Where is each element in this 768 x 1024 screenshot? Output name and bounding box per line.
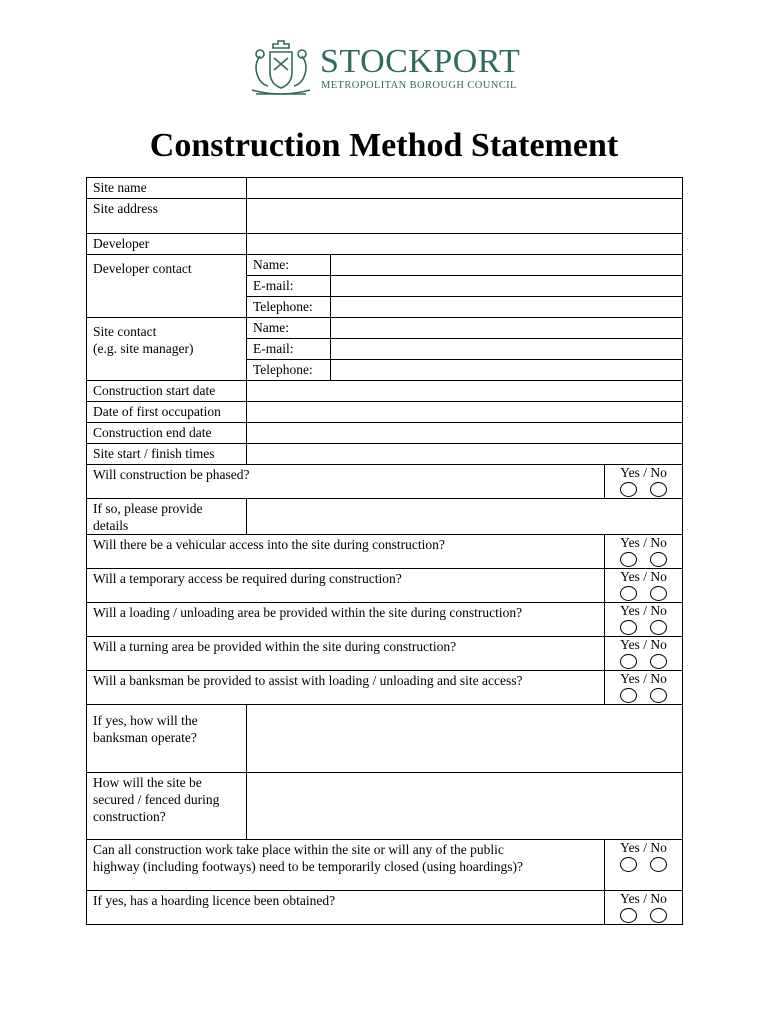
temporary-access-yes-no <box>605 569 683 603</box>
developer-contact-label: Developer contact <box>87 255 247 318</box>
phased-yes-no <box>605 465 683 499</box>
site-times-field[interactable] <box>247 444 683 465</box>
banksman-operate-field[interactable] <box>247 705 683 773</box>
site-name-field[interactable] <box>247 178 683 199</box>
site-address-label: Site address <box>87 199 247 234</box>
developer-telephone-field[interactable] <box>331 297 683 318</box>
yes-radio[interactable] <box>620 620 637 635</box>
site-contact-name-label: Name: <box>247 318 331 339</box>
developer-email-label: E-mail: <box>247 276 331 297</box>
banksman-question: Will a banksman be provided to assist with loading / unloading and site access? <box>87 671 605 705</box>
yes-radio[interactable] <box>620 688 637 703</box>
site-contact-email-field[interactable] <box>331 339 683 360</box>
site-secured-line-1: How will the site be <box>93 775 202 790</box>
phased-details-line-2: details <box>93 518 129 533</box>
no-radio[interactable] <box>650 482 667 497</box>
developer-field[interactable] <box>247 234 683 255</box>
site-contact-example: (e.g. site manager) <box>93 341 194 356</box>
site-times-label: Site start / finish times <box>87 444 247 465</box>
vehicular-access-yes-no <box>605 535 683 569</box>
first-occupation-label: Date of first occupation <box>87 402 247 423</box>
hoarding-licence-yes-no <box>605 891 683 925</box>
logo-name: STOCKPORT <box>320 43 521 80</box>
vehicular-access-question: Will there be a vehicular access into the site during construction? <box>87 535 605 569</box>
no-radio[interactable] <box>650 552 667 567</box>
logo-subtitle: METROPOLITAN BOROUGH COUNCIL <box>321 80 517 91</box>
site-name-label: Site name <box>87 178 247 199</box>
phased-details-line-1: If so, please provide <box>93 501 203 516</box>
site-address-field[interactable] <box>247 199 683 234</box>
turning-area-yes-no <box>605 637 683 671</box>
site-secured-line-2: secured / fenced during <box>93 792 220 807</box>
phased-details-field[interactable] <box>247 499 683 535</box>
yes-no-label: Yes / No <box>620 671 667 686</box>
developer-label: Developer <box>87 234 247 255</box>
yes-no-label: Yes / No <box>620 891 667 906</box>
construction-end-label: Construction end date <box>87 423 247 444</box>
no-radio[interactable] <box>650 688 667 703</box>
site-contact-text: Site contact <box>93 324 157 339</box>
phased-details-label <box>87 499 247 535</box>
yes-radio[interactable] <box>620 586 637 601</box>
yes-no-label: Yes / No <box>620 840 667 855</box>
no-radio[interactable] <box>650 586 667 601</box>
banksman-operate-line-2: banksman operate? <box>93 730 197 745</box>
developer-name-field[interactable] <box>331 255 683 276</box>
site-contact-email-label: E-mail: <box>247 339 331 360</box>
loading-area-question: Will a loading / unloading area be provided within the site during construction? <box>87 603 605 637</box>
yes-no-label: Yes / No <box>620 569 667 584</box>
construction-start-field[interactable] <box>247 381 683 402</box>
banksman-yes-no <box>605 671 683 705</box>
hoarding-licence-question: If yes, has a hoarding licence been obtained? <box>87 891 605 925</box>
site-secured-line-3: construction? <box>93 809 166 824</box>
yes-no-label: Yes / No <box>620 603 667 618</box>
banksman-operate-line-1: If yes, how will the <box>93 713 198 728</box>
site-secured-field[interactable] <box>247 773 683 840</box>
no-radio[interactable] <box>650 908 667 923</box>
construction-start-label: Construction start date <box>87 381 247 402</box>
yes-radio[interactable] <box>620 552 637 567</box>
council-logo <box>248 40 538 100</box>
site-contact-name-field[interactable] <box>331 318 683 339</box>
method-statement-form <box>86 177 683 925</box>
site-contact-telephone-label: Telephone: <box>247 360 331 381</box>
site-contact-telephone-field[interactable] <box>331 360 683 381</box>
crest-icon <box>248 40 314 98</box>
developer-email-field[interactable] <box>331 276 683 297</box>
yes-no-label: Yes / No <box>620 637 667 652</box>
highway-yes-no <box>605 840 683 891</box>
yes-no-label: Yes / No <box>620 465 667 480</box>
page-title: Construction Method Statement <box>149 127 619 164</box>
first-occupation-field[interactable] <box>247 402 683 423</box>
construction-end-field[interactable] <box>247 423 683 444</box>
no-radio[interactable] <box>650 857 667 872</box>
no-radio[interactable] <box>650 654 667 669</box>
highway-line-2: highway (including footways) need to be temporarily closed (using hoardings)? <box>93 859 524 874</box>
developer-telephone-label: Telephone: <box>247 297 331 318</box>
yes-radio[interactable] <box>620 482 637 497</box>
developer-name-label: Name: <box>247 255 331 276</box>
loading-area-yes-no <box>605 603 683 637</box>
temporary-access-question: Will a temporary access be required during construction? <box>87 569 605 603</box>
turning-area-question: Will a turning area be provided within the site during construction? <box>87 637 605 671</box>
site-secured-label <box>87 773 247 840</box>
yes-no-label: Yes / No <box>620 535 667 550</box>
yes-radio[interactable] <box>620 857 637 872</box>
highway-question <box>87 840 605 891</box>
no-radio[interactable] <box>650 620 667 635</box>
phased-question: Will construction be phased? <box>87 465 605 499</box>
yes-radio[interactable] <box>620 908 637 923</box>
yes-radio[interactable] <box>620 654 637 669</box>
site-contact-label <box>87 318 247 381</box>
highway-line-1: Can all construction work take place within the site or will any of the public <box>93 842 504 857</box>
banksman-operate-label <box>87 705 247 773</box>
